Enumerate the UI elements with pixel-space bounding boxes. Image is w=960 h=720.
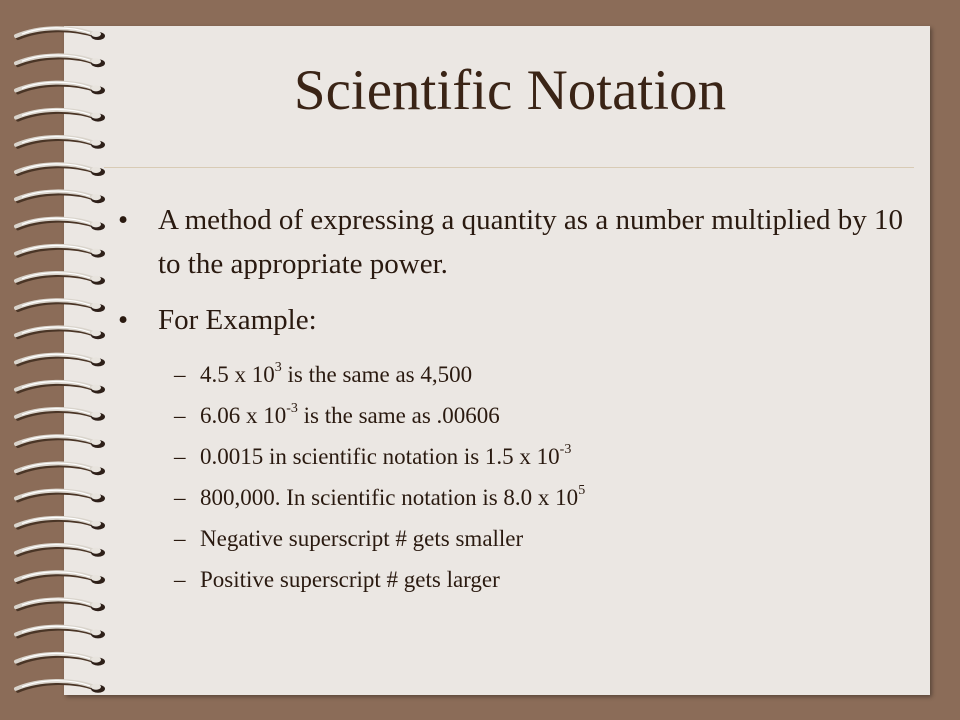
spiral-coil — [16, 28, 105, 40]
example-text: 4.5 x 10 — [200, 362, 275, 387]
spiral-coil — [16, 381, 105, 393]
example-text: Negative superscript # gets smaller — [200, 526, 524, 551]
example-superscript: -3 — [559, 442, 572, 458]
example-superscript: 3 — [274, 360, 282, 376]
spiral-coil — [16, 463, 105, 475]
dash-marker: – — [174, 526, 186, 551]
spiral-coil — [16, 653, 105, 665]
spiral-coil — [16, 191, 105, 203]
example-text: 0.0015 in scientific notation is 1.5 x 10 — [200, 444, 560, 469]
spiral-coil — [16, 354, 105, 366]
title-divider — [104, 167, 914, 168]
spiral-coil — [16, 572, 105, 584]
spiral-coil — [16, 436, 105, 448]
example-item — [118, 518, 908, 559]
example-text: Positive superscript # gets larger — [200, 567, 500, 592]
dash-marker: – — [174, 485, 186, 510]
bullet-text: For Example: — [158, 304, 317, 336]
example-superscript: 5 — [578, 483, 586, 499]
slide-title: Scientific Notation — [293, 59, 727, 122]
dash-marker: – — [174, 362, 186, 387]
example-superscript: -3 — [286, 401, 298, 417]
spiral-coil — [16, 218, 105, 230]
spiral-coil — [16, 626, 105, 638]
spiral-coil — [16, 273, 105, 285]
dash-marker: – — [174, 567, 186, 592]
bullet-text: A method of expressing a quantity as a number multiplied by 10 to the appropriate power. — [158, 204, 904, 280]
bullet-dot: • — [118, 204, 129, 236]
spiral-coil — [16, 300, 105, 312]
example-text: 800,000. In scientific notation is 8.0 x 10 — [200, 485, 579, 510]
dash-marker: – — [174, 403, 186, 428]
bullet-for-example — [118, 298, 908, 342]
spiral-coil — [16, 137, 105, 149]
spiral-coil — [16, 409, 105, 421]
spiral-coil — [16, 164, 105, 176]
bullet-definition — [118, 198, 908, 286]
example-item — [118, 354, 908, 395]
spiral-coil — [16, 327, 105, 339]
spiral-coil — [16, 545, 105, 557]
spiral-coil — [16, 245, 105, 257]
example-item — [118, 436, 908, 477]
bullet-dot: • — [118, 304, 129, 336]
spiral-coil — [16, 599, 105, 611]
spiral-coil — [16, 681, 105, 693]
example-item — [118, 395, 908, 436]
spiral-coil — [16, 517, 105, 529]
example-text: 6.06 x 10 — [200, 403, 287, 428]
bullet-list — [118, 198, 908, 600]
example-text-tail: is the same as 4,500 — [281, 362, 473, 387]
example-item — [118, 477, 908, 518]
spiral-coil — [16, 490, 105, 502]
example-text-tail: is the same as .00606 — [297, 403, 500, 428]
dash-marker: – — [174, 444, 186, 469]
example-item — [118, 559, 908, 600]
